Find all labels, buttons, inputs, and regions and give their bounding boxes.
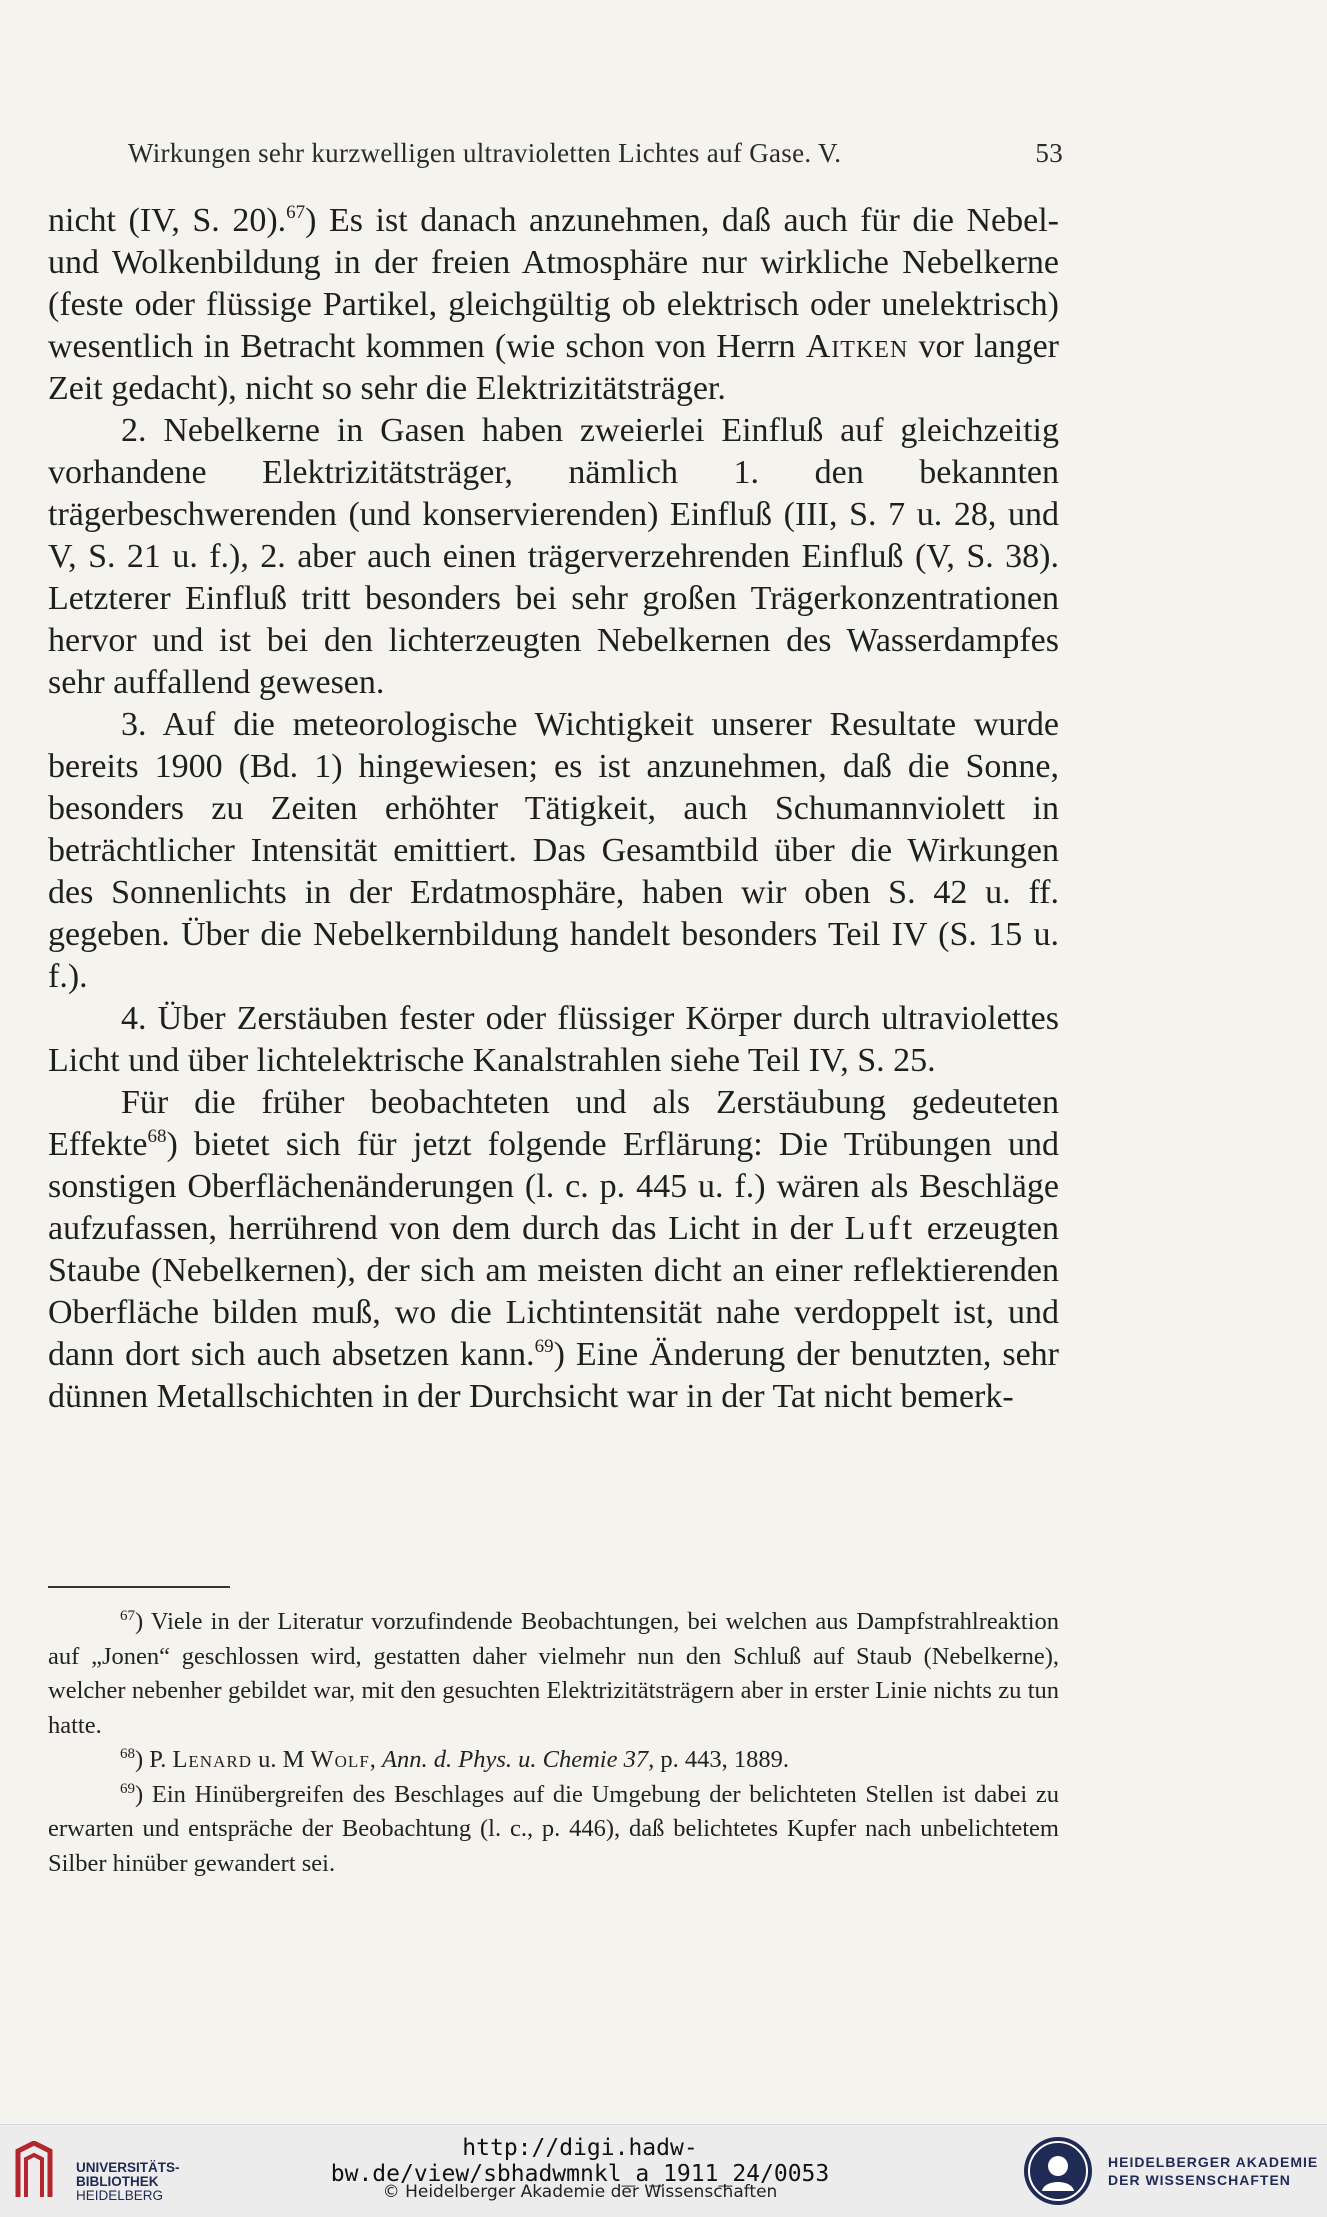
footnotes <box>48 1605 1059 1881</box>
paragraph-4: 4. Über Zerstäuben fester oder flüssiger Körper durch ultraviolettes Licht und über lichtelektrische Kanalstrahlen siehe Teil IV, S. 25. <box>48 1000 1059 1079</box>
paragraph-5 <box>48 1082 1059 1418</box>
footnote-68 <box>48 1743 1059 1778</box>
library-logo[interactable] <box>12 2139 180 2203</box>
library-line-2: BIBLIOTHEK <box>76 2174 159 2189</box>
library-line-3: HEIDELBERG <box>76 2188 164 2203</box>
spaced-word: Luft <box>844 1210 916 1247</box>
footnote-ref-69: 69 <box>534 1336 554 1357</box>
footnote-text: ) P. <box>135 1746 173 1773</box>
footnote-number: 67 <box>120 1608 135 1624</box>
page-number: 53 <box>1035 138 1063 168</box>
library-emblem-icon <box>12 2141 56 2199</box>
footnote-69 <box>48 1778 1059 1882</box>
body-text <box>48 200 1059 1418</box>
permalink-url[interactable]: http://digi.hadw-bw.de/view/sbhadwmnkl_a_1911_24/0053 <box>330 2135 830 2187</box>
viewer-footer <box>0 2124 1327 2217</box>
footnote-text: ) Ein Hinübergreifen des Beschlages auf die Umgebung der belichteten Stellen ist dabei zu erwarten und entspräche der Beobachtung (l. c., p. 446), daß belichtetes Kupfer nach unbelichtetem Silber hinüber gewandert sei. <box>48 1780 1059 1877</box>
author-name: Lenard <box>172 1746 252 1773</box>
footnote-text: , <box>369 1746 383 1773</box>
paragraph-1 <box>48 200 1059 410</box>
footnote-text: ) Viele in der Literatur vorzufindende Beobachtungen, bei welchen aus Dampfstrahlreaktion auf „Jonen“ geschlossen wird, gestatten daher vielmehr nun den Schluß auf Staub (Nebelkerne), welcher nebenher gebildet war, mit den gesuchten Elektrizitätsträgern aber in erster Linie nichts zu tun hatte. <box>48 1608 1059 1739</box>
footnote-ref-68: 68 <box>147 1126 167 1147</box>
footnote-67 <box>48 1605 1059 1743</box>
copyright-notice: © Heidelberger Akademie der Wissenschaften <box>382 2182 778 2202</box>
text-run: erzeugten Staube (Nebelkernen), der sich am meisten dicht an einer reflektierenden Oberfläche bilden muß, wo die Lichtintensität nahe verdoppelt ist, und dann dort sich auch absetzen kann. <box>48 1210 1059 1373</box>
library-line-1: UNIVERSITÄTS- <box>76 2160 180 2175</box>
author-name: Wolf <box>310 1746 370 1773</box>
text-run: ) bietet sich für jetzt folgende Erflärung: Die Trübungen und sonstigen Oberflächenänderungen (l. c. p. 445 u. f.) wären als Beschläge aufzufassen, herrührend von dem durch das Licht in der <box>48 1126 1059 1247</box>
text-run: ) Eine Änderung der benutzten, sehr dünnen Metallschichten in der Durchsicht war in der Tat nicht bemerk- <box>48 1336 1059 1415</box>
journal-citation: Ann. d. Phys. u. Chemie 37, <box>382 1746 655 1773</box>
academy-name <box>1108 2153 1318 2189</box>
library-name <box>76 2161 180 2203</box>
text-run: ) Es ist danach anzunehmen, daß auch für die Nebel- und Wolkenbildung in der freien Atmosphäre nur wirkliche Nebelkerne (feste oder flüssige Partikel, gleichgültig ob elektrisch oder unelektrisch) wesentlich in Betracht kommen (wie schon von Herrn <box>48 202 1059 365</box>
academy-line-2: DER WISSENSCHAFTEN <box>1108 2172 1291 2188</box>
text-run: nicht (IV, S. 20). <box>48 202 287 239</box>
paragraph-2: 2. Nebelkerne in Gasen haben zweierlei Einfluß auf gleichzeitig vorhandene Elektrizitätsträger, nämlich 1. den bekannten trägerbeschwerenden (und konservierenden) Einfluß (III, S. 7 u. 28, und V, S. 21 u. f.), 2. aber auch einen trägerverzehrenden Einfluß (V, S. 38). Letzterer Einfluß tritt besonders bei sehr großen Trägerkonzentrationen hervor und ist bei den lichterzeugten Nebelkernen des Wasserdampfes sehr auffallend gewesen. <box>48 412 1059 701</box>
academy-seal-icon[interactable] <box>1022 2135 1094 2207</box>
footnote-number: 68 <box>120 1746 135 1762</box>
author-name: Aitken <box>805 328 909 365</box>
footnote-divider <box>48 1586 230 1588</box>
text-run: Für die früher beobachteten und als Zerstäubung gedeuteten Effekte <box>48 1084 1059 1163</box>
footnote-text: u. M <box>251 1746 311 1773</box>
academy-line-1: HEIDELBERGER AKADEMIE <box>1108 2154 1319 2170</box>
footnote-number: 69 <box>120 1780 135 1797</box>
paragraph-3: 3. Auf die meteorologische Wichtigkeit unserer Resultate wurde bereits 1900 (Bd. 1) hingewiesen; es ist anzunehmen, daß die Sonne, besonders zu Zeiten erhöhter Tätigkeit, auch Schumannviolett in beträchtlicher Intensität emittiert. Das Gesamtbild über die Wirkungen des Sonnenlichts in der Erdatmosphäre, haben wir oben S. 42 u. ff. gegeben. Über die Nebelkernbildung handelt besonders Teil IV (S. 15 u. f.). <box>48 706 1059 995</box>
running-title: Wirkungen sehr kurzwelligen ultravioletten Lichtes auf Gase. V. <box>128 138 842 168</box>
text-run: vor langer Zeit gedacht), nicht so sehr die Elektrizitätsträger. <box>48 328 1060 407</box>
footnote-text: p. 443, 1889. <box>654 1746 789 1773</box>
footnote-ref-67: 67 <box>286 202 306 223</box>
